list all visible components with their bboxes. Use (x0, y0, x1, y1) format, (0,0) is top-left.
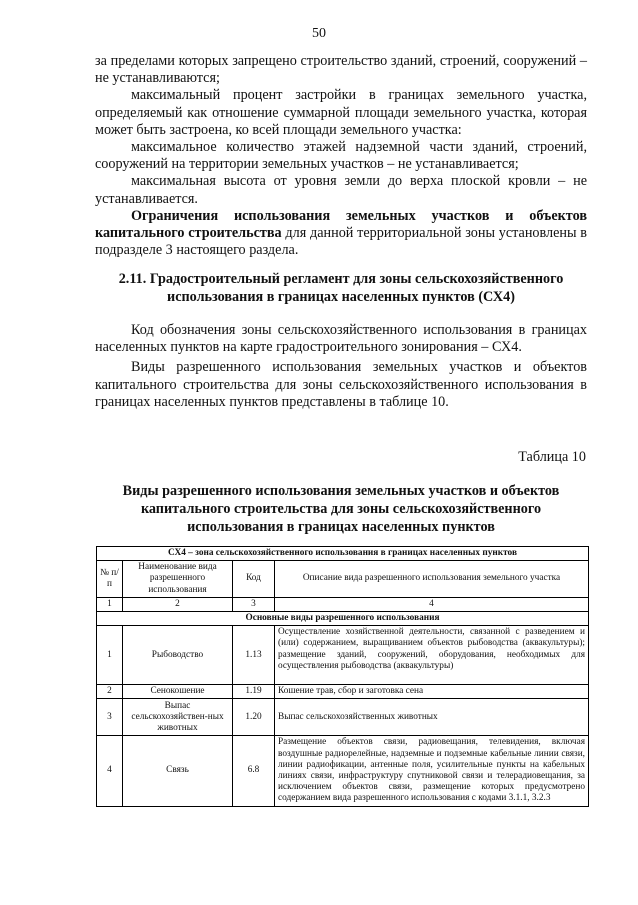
row-desc: Осуществление хозяйственной деятельности, связанной с разведением и (или) содержанием, выращиванием объектов рыбоводства (аквакультуры); размещение зданий, сооружений, оборудования, необходимых для осуществления рыбоводства (аквакультуры) (275, 626, 589, 685)
row-name: Сенокошение (123, 685, 233, 699)
table-zone-title-row (97, 547, 589, 561)
row-code: 1.19 (233, 685, 275, 699)
header-num: № п/п (97, 561, 123, 598)
row-desc: Кошение трав, сбор и заготовка сена (275, 685, 589, 699)
section-heading: 2.11. Градостроительный регламент для зоны сельскохозяйственного использования в границах населенных пунктов (СХ4) (118, 271, 564, 305)
col-number-3: 3 (233, 597, 275, 611)
row-desc: Размещение объектов связи, радиовещания, телевидения, включая воздушные радиорелейные, надземные и подземные кабельные линии связи, линии радиофикации, антенные поля, усилительные пункты на кабельных линиях связи, инфраструктуру спутниковой связи и телерадиовещания, за исключением объектов связи, размещение которых предусмотрено содержанием вида разрешенного использования с кодами 3.1.1, 3.2.3 (275, 736, 589, 806)
paragraph-setback: за пределами которых запрещено строительство зданий, строений, сооружений – не устанавливаются; (95, 53, 587, 87)
row-num: 4 (97, 736, 123, 806)
col-number-2: 2 (123, 597, 233, 611)
restrictions-rest-text: для данной территориальной зоны установлены в подразделе 3 настоящего раздела. (95, 225, 588, 259)
table-title: Виды разрешенного использования земельных участков и объектов капитального строительства для зоны сельскохозяйственного использования в границах населенных пунктов (122, 483, 560, 535)
row-name: Рыбоводство (123, 626, 233, 685)
paragraph-max-height: максимальная высота от уровня земли до верха плоской кровли – не устанавливается. (95, 173, 587, 207)
zone-title-cell: СХ4 – зона сельскохозяйственного использования в границах населенных пунктов (97, 547, 589, 561)
row-num: 2 (97, 685, 123, 699)
row-code: 1.13 (233, 626, 275, 685)
col-number-1: 1 (97, 597, 123, 611)
row-code: 1.20 (233, 699, 275, 736)
table-row (97, 685, 589, 699)
paragraph-uses-intro: Виды разрешенного использования земельных участков и объектов капитального строительства для зоны сельскохозяйственного использования в границах населенных пунктов представлены в таблице 10. (95, 359, 587, 410)
row-desc: Выпас сельскохозяйственных животных (275, 699, 589, 736)
paragraph-max-coverage: максимальный процент застройки в границах земельного участка, определяемый как отношение суммарной площади земельного участка, которая может быть застроена, ко всей площади земельного участка: (95, 87, 587, 138)
section-main-uses: Основные виды разрешенного использования (97, 612, 589, 626)
body-text-middle (95, 322, 587, 411)
paragraph-zone-code: Код обозначения зоны сельскохозяйственного использования в границах населенных пунктов на карте градостроительного зонирования – СХ4. (95, 322, 587, 356)
table-caption: Таблица 10 (518, 449, 586, 465)
paragraph-restrictions (95, 208, 587, 260)
table-row (97, 626, 589, 685)
row-num: 1 (97, 626, 123, 685)
regulation-table (96, 546, 589, 807)
table-section-row (97, 612, 589, 626)
header-desc: Описание вида разрешенного использования земельного участка (275, 561, 589, 598)
row-name: Связь (123, 736, 233, 806)
table-col-numbers-row (97, 597, 589, 611)
paragraph-max-floors: максимальное количество этажей надземной части зданий, строений, сооружений на территории земельных участков – не устанавливается; (95, 139, 587, 173)
header-name: Наименование вида разрешенного использования (123, 561, 233, 598)
row-code: 6.8 (233, 736, 275, 806)
col-number-4: 4 (275, 597, 589, 611)
table-header-row (97, 561, 589, 598)
body-text-top (95, 53, 587, 259)
row-name: Выпас сельскохозяйствен-ных животных (123, 699, 233, 736)
header-code: Код (233, 561, 275, 598)
page-number: 50 (312, 26, 326, 41)
table-row (97, 699, 589, 736)
restrictions-bold-text: Ограничения использования земельных участков и объектов капитального строительства (95, 207, 587, 242)
table-row (97, 736, 589, 806)
row-num: 3 (97, 699, 123, 736)
